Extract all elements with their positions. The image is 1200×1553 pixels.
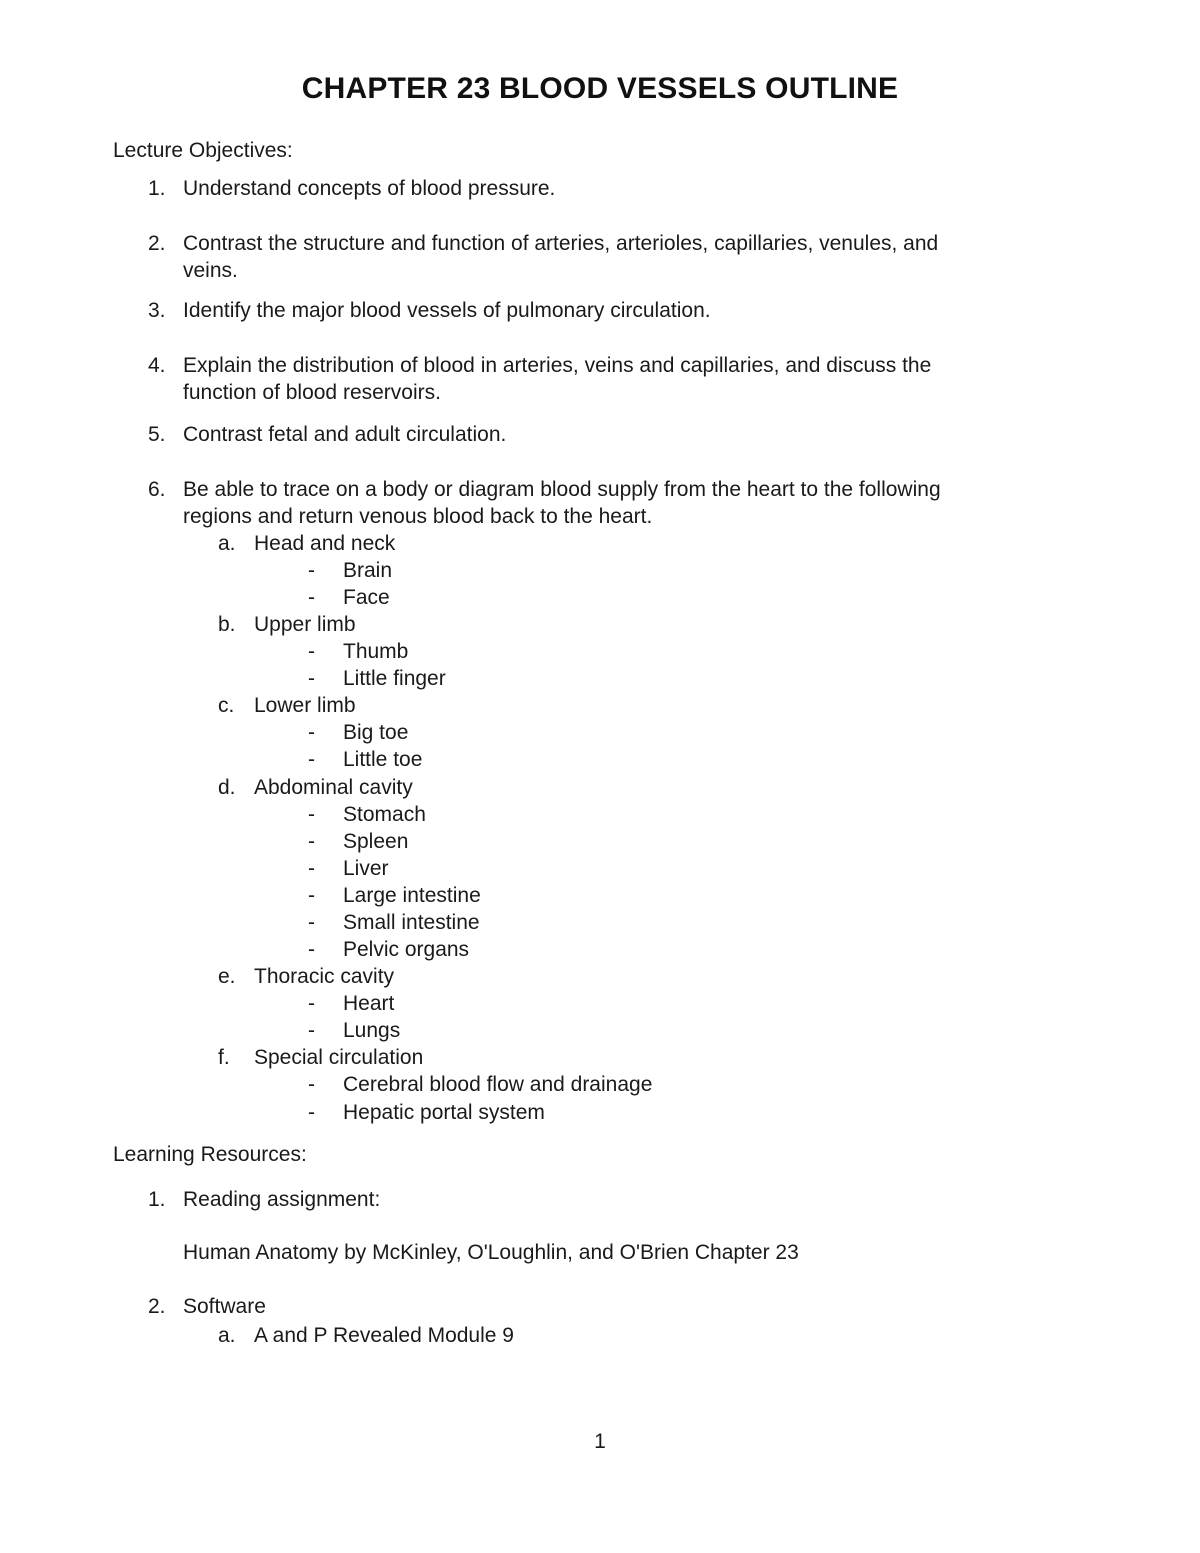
list-dash: - xyxy=(308,1101,315,1124)
region-letter: c. xyxy=(218,694,235,717)
list-dash: - xyxy=(308,721,315,744)
objective-number: 2. xyxy=(148,232,166,255)
region-label: Thoracic cavity xyxy=(254,965,395,988)
region-item: Thumb xyxy=(343,640,409,663)
list-dash: - xyxy=(308,640,315,663)
resource-label: Software xyxy=(183,1295,266,1318)
objective-text-continued: regions and return venous blood back to the heart. xyxy=(183,505,653,528)
objective-text: Understand concepts of blood pressure. xyxy=(183,177,556,200)
objective-number: 1. xyxy=(148,177,166,200)
objective-number: 3. xyxy=(148,299,166,322)
list-dash: - xyxy=(308,857,315,880)
list-dash: - xyxy=(308,1073,315,1096)
list-dash: - xyxy=(308,830,315,853)
region-item: Brain xyxy=(343,559,393,582)
list-dash: - xyxy=(308,586,315,609)
list-dash: - xyxy=(308,911,315,934)
list-dash: - xyxy=(308,992,315,1015)
region-item: Lungs xyxy=(343,1019,401,1042)
region-item: Cerebral blood flow and drainage xyxy=(343,1073,653,1096)
objective-text: Contrast fetal and adult circulation. xyxy=(183,423,507,446)
objective-number: 5. xyxy=(148,423,166,446)
objective-text: Identify the major blood vessels of pulmonary circulation. xyxy=(183,299,711,322)
region-item: Stomach xyxy=(343,803,426,826)
objective-text-continued: veins. xyxy=(183,259,238,282)
objective-text: Be able to trace on a body or diagram blood supply from the heart to the following xyxy=(183,478,941,501)
region-item: Large intestine xyxy=(343,884,481,907)
list-dash: - xyxy=(308,884,315,907)
region-item: Spleen xyxy=(343,830,409,853)
objective-number: 6. xyxy=(148,478,166,501)
list-dash: - xyxy=(308,667,315,690)
objective-number: 4. xyxy=(148,354,166,377)
resource-number: 1. xyxy=(148,1188,166,1211)
region-label: Head and neck xyxy=(254,532,396,555)
list-dash: - xyxy=(308,1019,315,1042)
region-label: Upper limb xyxy=(254,613,356,636)
objective-text-continued: function of blood reservoirs. xyxy=(183,381,441,404)
region-item: Big toe xyxy=(343,721,409,744)
list-dash: - xyxy=(308,748,315,771)
objective-text: Contrast the structure and function of arteries, arterioles, capillaries, venules, and xyxy=(183,232,939,255)
region-letter: d. xyxy=(218,776,236,799)
region-item: Pelvic organs xyxy=(343,938,470,961)
region-item: Hepatic portal system xyxy=(343,1101,545,1124)
resource-detail: Human Anatomy by McKinley, O'Loughlin, and O'Brien Chapter 23 xyxy=(183,1241,799,1264)
region-letter: b. xyxy=(218,613,236,636)
region-letter: a. xyxy=(218,532,236,555)
region-item: Small intestine xyxy=(343,911,480,934)
list-dash: - xyxy=(308,559,315,582)
objectives-heading: Lecture Objectives: xyxy=(113,139,293,162)
region-letter: f. xyxy=(218,1046,230,1069)
list-dash: - xyxy=(308,938,315,961)
region-item: Little toe xyxy=(343,748,423,771)
region-item: Liver xyxy=(343,857,389,880)
region-letter: e. xyxy=(218,965,236,988)
region-label: Special circulation xyxy=(254,1046,424,1069)
page-number: 1 xyxy=(594,1430,606,1453)
region-label: Lower limb xyxy=(254,694,356,717)
region-item: Face xyxy=(343,586,390,609)
resource-number: 2. xyxy=(148,1295,166,1318)
region-label: Abdominal cavity xyxy=(254,776,413,799)
region-item: Little finger xyxy=(343,667,446,690)
resource-label: Reading assignment: xyxy=(183,1188,381,1211)
list-dash: - xyxy=(308,803,315,826)
resource-sub-letter: a. xyxy=(218,1324,236,1347)
resources-heading: Learning Resources: xyxy=(113,1143,307,1166)
page-title: CHAPTER 23 BLOOD VESSELS OUTLINE xyxy=(301,72,899,105)
region-item: Heart xyxy=(343,992,395,1015)
resource-sub-label: A and P Revealed Module 9 xyxy=(254,1324,514,1347)
objective-text: Explain the distribution of blood in arteries, veins and capillaries, and discuss the xyxy=(183,354,932,377)
